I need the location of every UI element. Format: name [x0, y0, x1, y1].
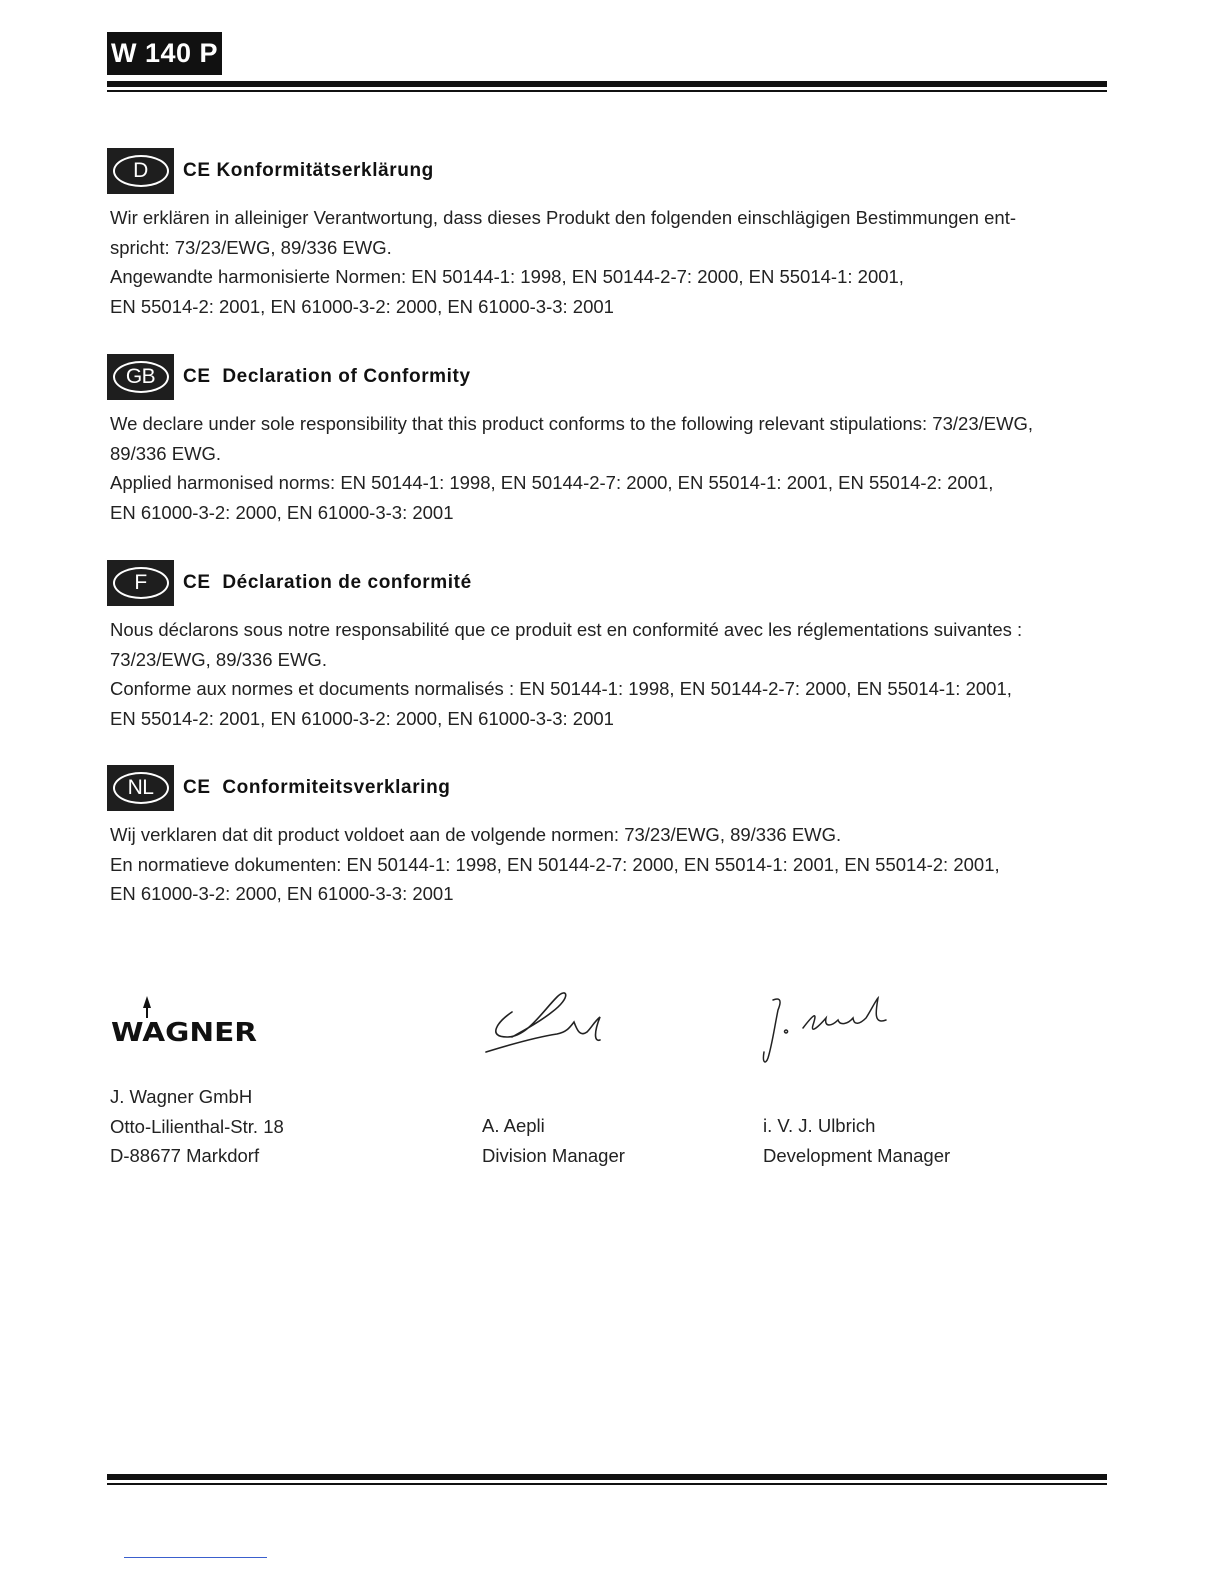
- language-code: NL: [113, 772, 169, 804]
- body-line: Nous déclarons sous notre responsabilité que ce produit est en conformité avec les réglementations suivantes :: [110, 619, 1023, 640]
- signer-name: i. V. J. Ulbrich: [763, 1115, 876, 1136]
- logo-peak-icon: [143, 996, 151, 1008]
- body-line: EN 61000-3-2: 2000, EN 61000-3-3: 2001: [110, 501, 454, 523]
- section-gb: [107, 354, 1107, 527]
- section-title: CE Déclaration de conformité: [183, 572, 472, 593]
- body-line: EN 55014-2: 2001, EN 61000-3-2: 2000, EN 61000-3-3: 2001: [110, 295, 614, 317]
- body-line: We declare under sole responsibility that this product conforms to the following relevant stipulations: 73/23/EWG,: [110, 413, 1034, 434]
- model-badge: W 140 P: [107, 32, 222, 75]
- section-body: [107, 409, 1107, 527]
- body-line: spricht: 73/23/EWG, 89/336 EWG.: [110, 236, 392, 258]
- company-address: [110, 1082, 284, 1171]
- body-line: En normatieve dokumenten: EN 50144-1: 1998, EN 50144-2-7: 2000, EN 55014-1: 2001, EN 55014-2: 2001,: [110, 853, 1000, 875]
- header-rule: [107, 81, 1107, 92]
- signer-name: A. Aepli: [482, 1115, 545, 1136]
- signer-ulbrich: [763, 1111, 950, 1170]
- body-line: Wij verklaren dat dit product voldoet aan de volgende normen: 73/23/EWG, 89/336 EWG.: [110, 824, 842, 845]
- signature-ulbrich: [758, 990, 898, 1070]
- section-body: [107, 203, 1107, 321]
- language-badge: [107, 148, 174, 194]
- language-code: F: [113, 567, 169, 599]
- body-line: Wir erklären in alleiniger Verantwortung, dass dieses Produkt den folgenden einschlägigen Bestimmungen ent-: [110, 207, 1016, 228]
- signer-title: Division Manager: [482, 1144, 625, 1166]
- section-title: CE Declaration of Conformity: [183, 366, 471, 387]
- section-title: CE Conformiteitsverklaring: [183, 777, 451, 798]
- section-heading: [107, 354, 1107, 400]
- footer-link-underline[interactable]: [124, 1557, 267, 1558]
- language-code: GB: [113, 361, 169, 393]
- signature-aepli: [482, 982, 607, 1057]
- company-city: D-88677 Markdorf: [110, 1145, 260, 1166]
- company-street: Otto-Lilienthal-Str. 18: [110, 1115, 284, 1137]
- language-badge: [107, 765, 174, 811]
- body-line: 73/23/EWG, 89/336 EWG.: [110, 648, 327, 670]
- language-badge: [107, 354, 174, 400]
- section-nl: [107, 765, 1107, 909]
- body-line: Conforme aux normes et documents normalisés : EN 50144-1: 1998, EN 50144-2-7: 2000, EN 55014-1: 2001,: [110, 678, 1012, 699]
- body-line: Angewandte harmonisierte Normen: EN 50144-1: 1998, EN 50144-2-7: 2000, EN 55014-1: 2001,: [110, 266, 904, 287]
- language-code: D: [113, 155, 169, 187]
- section-title: CE Konformitätserklärung: [183, 160, 434, 181]
- wagner-logo: [110, 994, 260, 1044]
- signer-title: Development Manager: [763, 1144, 951, 1166]
- section-body: [107, 820, 1107, 909]
- company-name: J. Wagner GmbH: [110, 1086, 253, 1107]
- section-heading: [107, 148, 1107, 194]
- section-heading: [107, 560, 1107, 606]
- section-body: [107, 615, 1107, 733]
- body-line: Applied harmonised norms: EN 50144-1: 1998, EN 50144-2-7: 2000, EN 55014-1: 2001, EN 55014-2: 2001,: [110, 472, 994, 493]
- section-de: [107, 148, 1107, 321]
- body-line: EN 55014-2: 2001, EN 61000-3-2: 2000, EN 61000-3-3: 2001: [110, 707, 614, 729]
- body-line: 89/336 EWG.: [110, 442, 222, 464]
- signer-aepli: [482, 1111, 625, 1170]
- section-heading: [107, 765, 1107, 811]
- section-fr: [107, 560, 1107, 733]
- footer-rule: [107, 1474, 1107, 1485]
- body-line: EN 61000-3-2: 2000, EN 61000-3-3: 2001: [110, 883, 454, 904]
- logo-wordmark: WAGNER: [111, 1018, 257, 1044]
- language-badge: [107, 560, 174, 606]
